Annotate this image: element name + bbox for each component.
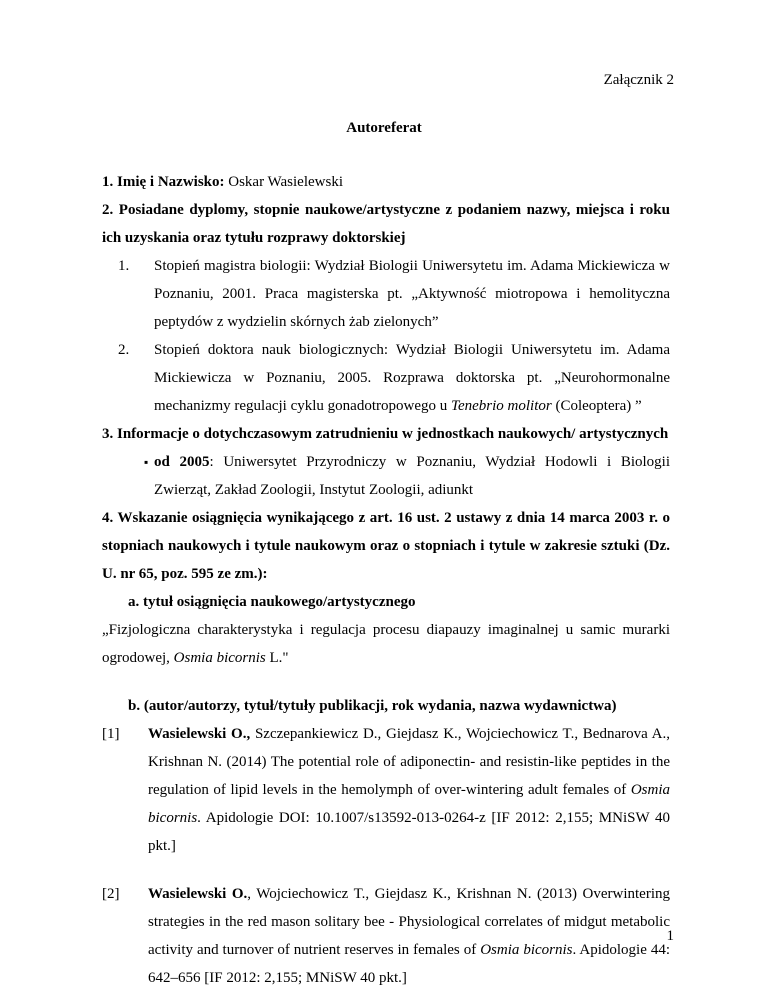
employment-item bbox=[102, 448, 670, 504]
reference-text-end: . Apidologie 44: 642–656 [IF 2012: 2,155; MNiSW 40 pkt.] bbox=[148, 942, 670, 986]
attachment-label: Załącznik 2 bbox=[603, 72, 674, 88]
subsection-b-heading: b. (autor/autorzy, tytuł/tytuły publikacji, rok wydania, nazwa wydawnictwa) bbox=[128, 698, 617, 714]
list-item bbox=[102, 252, 670, 336]
list-item bbox=[102, 336, 670, 420]
reference-species: Osmia bicornis bbox=[480, 942, 573, 958]
reference-text: , Wojciechowicz T., Giejdasz K., Krishnan N. (2013) Overwintering strategies in the red mason solitary bee - Physiological correlates of midgut metabolic activity and turnover of nutrient reserves in females of bbox=[148, 886, 670, 958]
achievement-species: Osmia bicornis bbox=[173, 650, 266, 666]
achievement-title-text: „Fizjologiczna charakterystyka i regulacja procesu diapauzy imaginalnej u samic murarki ogrodowej, bbox=[102, 622, 670, 666]
achievement-title-end: L." bbox=[265, 650, 289, 666]
section-1-label: 1. Imię i Nazwisko: bbox=[102, 174, 225, 190]
list-item-text: Stopień doktora nauk biologicznych: Wydział Biologii Uniwersytetu im. Adama Mickiewicza w Poznaniu, 2005. Rozprawa doktorska pt. „Neurohormonalne mechanizmy regulacji cyklu gonadotropowego u bbox=[154, 342, 670, 414]
employment-text: : Uniwersytet Przyrodniczy w Poznaniu, Wydział Hodowli i Biologii Zwierząt, Zakład Zoologii, Instytut Zoologii, adiunkt bbox=[154, 454, 671, 498]
list-item-text: Stopień magistra biologii: Wydział Biologii Uniwersytetu im. Adama Mickiewicza w Poznaniu, 2001. Praca magisterska pt. „Aktywność miotropowa i hemolityczna peptydów z wydzielin skórnych żab zielonych” bbox=[154, 258, 670, 330]
document-body bbox=[102, 168, 670, 992]
list-item-number: 1. bbox=[118, 258, 130, 274]
reference-text: Szczepankiewicz D., Giejdasz K., Wojciechowicz T., Bednarova A., Krishnan N. (2014) The potential role of adiponectin- and resistin-like peptides in the regulation of lipid levels in the hemolymph of over-wintering adult females of bbox=[148, 726, 670, 798]
reference-text-end: . Apidologie DOI: 10.1007/s13592-013-0264-z [IF 2012: 2,155; MNiSW 40 pkt.] bbox=[148, 810, 670, 854]
section-4-heading: 4. Wskazanie osiągnięcia wynikającego z art. 16 ust. 2 ustawy z dnia 14 marca 2003 r. o stopniach naukowych i tytule naukowym oraz o stopniach i tytule w zakresie sztuki (Dz. U. nr 65, poz. 595 ze zm.): bbox=[102, 510, 670, 582]
reference-species: Osmia bicornis bbox=[148, 782, 670, 826]
page-number: 1 bbox=[666, 928, 674, 944]
list-item-text-end: (Coleoptera) ” bbox=[551, 398, 642, 414]
document-title: Autoreferat bbox=[346, 120, 422, 136]
subsection-a-heading: a. tytuł osiągnięcia naukowego/artystycznego bbox=[128, 594, 416, 610]
degrees-list bbox=[102, 252, 670, 420]
square-bullet-icon: ▪ bbox=[144, 455, 149, 469]
species-name: Tenebrio molitor bbox=[451, 398, 552, 414]
employment-period: od 2005 bbox=[154, 454, 210, 470]
achievement-title bbox=[102, 616, 670, 672]
full-name: Oskar Wasielewski bbox=[228, 174, 343, 190]
reference-number: [1] bbox=[102, 726, 120, 742]
reference-author: Wasielewski O., bbox=[148, 726, 251, 742]
reference-number: [2] bbox=[102, 886, 120, 902]
section-3-heading: 3. Informacje o dotychczasowym zatrudnieniu w jednostkach naukowych/ artystycznych bbox=[102, 426, 669, 442]
section-1 bbox=[102, 168, 670, 196]
list-item-number: 2. bbox=[118, 342, 130, 358]
reference-item bbox=[96, 720, 670, 860]
reference-item bbox=[96, 880, 670, 992]
reference-author: Wasielewski O. bbox=[148, 886, 248, 902]
section-2-heading: 2. Posiadane dyplomy, stopnie naukowe/artystyczne z podaniem nazwy, miejsca i roku ich uzyskania oraz tytułu rozprawy doktorskiej bbox=[102, 202, 670, 246]
